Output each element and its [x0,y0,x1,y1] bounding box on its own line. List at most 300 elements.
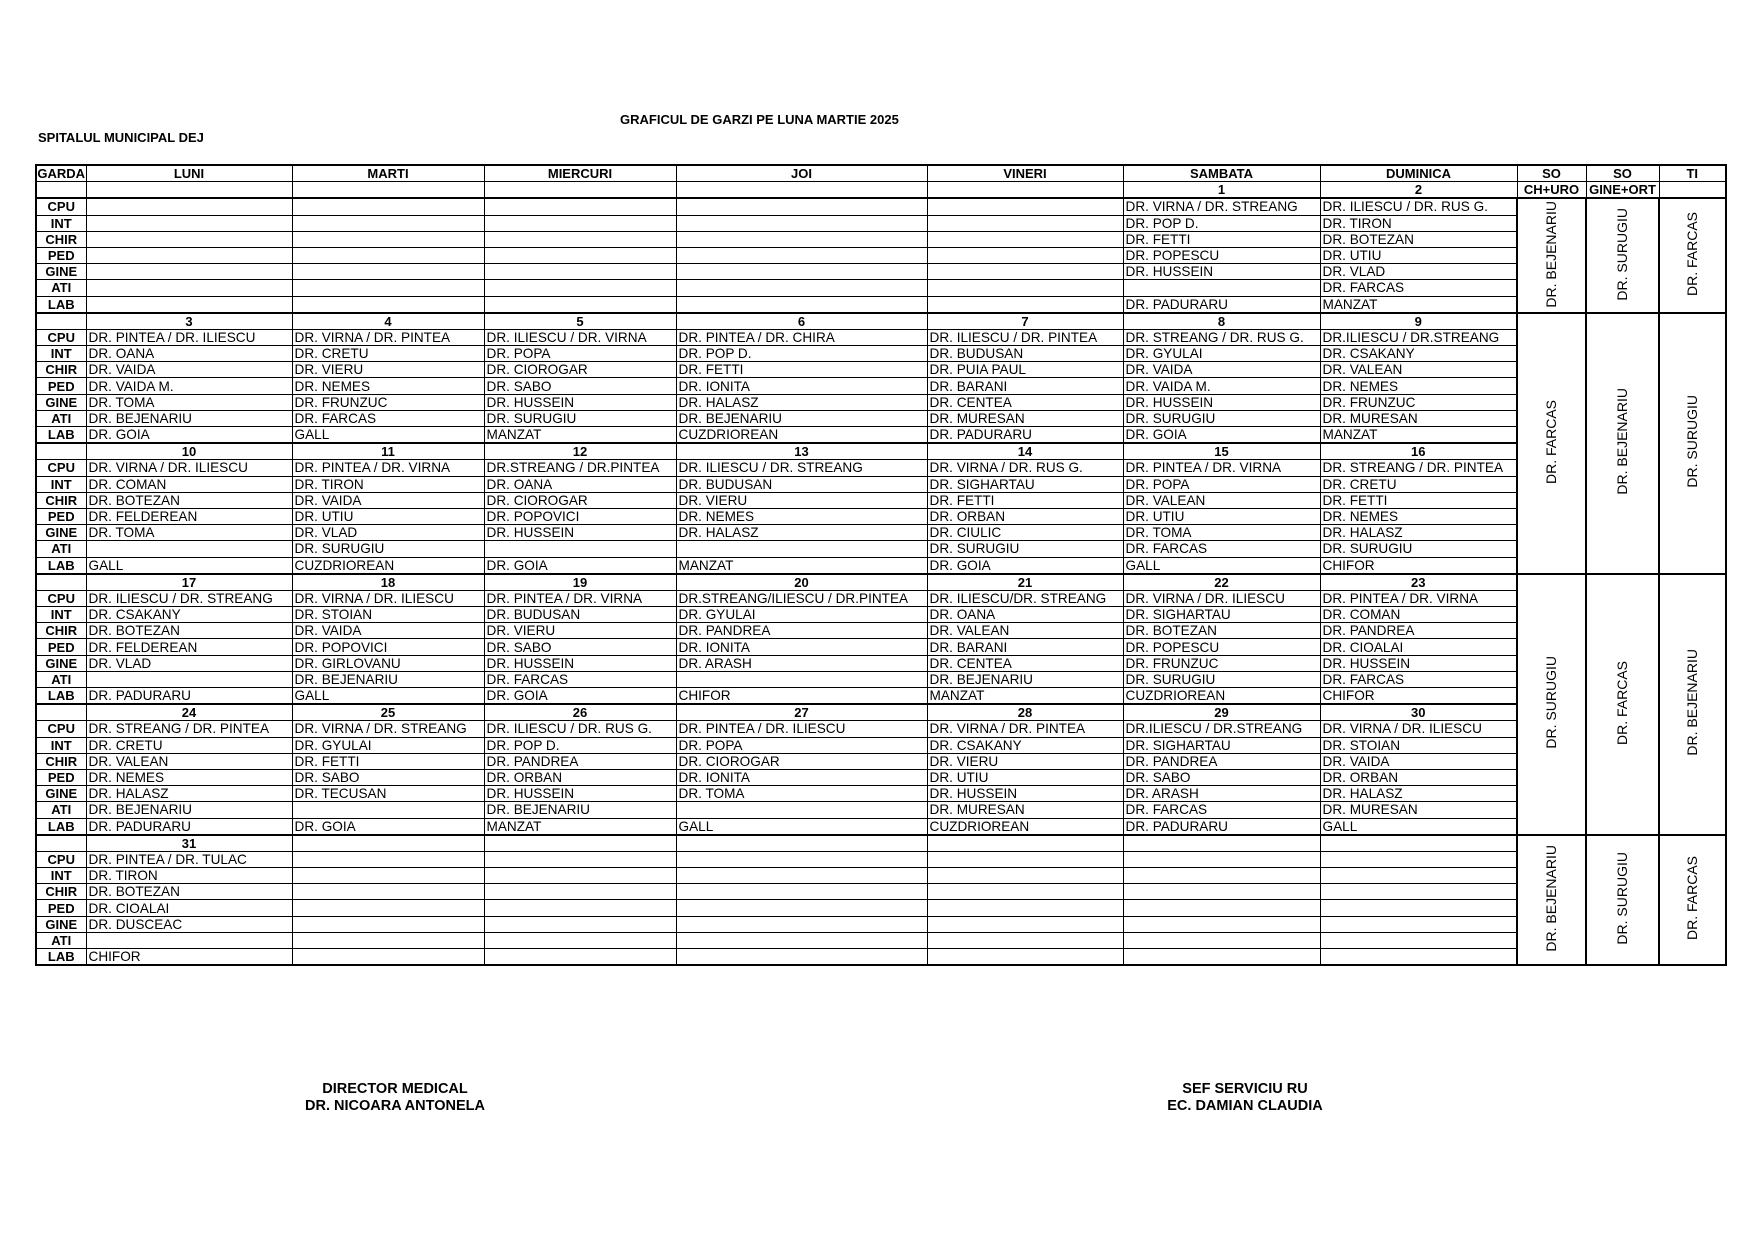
row-label: CHIR [36,623,86,639]
duty-cell: DR. PADURARU [927,427,1123,444]
duty-cell: DR. PINTEA / DR. VIRNA [1320,590,1517,606]
duty-cell: DR. CIOROGAR [676,753,927,769]
duty-cell: DR. VIRNA / DR. RUS G. [927,460,1123,476]
day-number: 9 [1320,313,1517,330]
duty-row [36,607,1726,623]
duty-cell [927,900,1123,916]
row-label: PED [36,769,86,785]
duty-cell: DR. HALASZ [1320,786,1517,802]
duty-cell: DR. CRETU [1320,476,1517,492]
duty-cell: CUZDRIOREAN [927,818,1123,835]
duty-cell: DR. UTIU [1123,508,1320,524]
day-number: 15 [1123,443,1320,460]
duty-cell [676,296,927,313]
duty-cell: DR. SURUGIU [1320,541,1517,557]
duty-cell [676,851,927,867]
duty-cell [292,916,484,932]
row-label: ATI [36,410,86,426]
duty-row [36,394,1726,410]
row-label: CPU [36,721,86,737]
duty-cell: DR. SIGHARTAU [1123,737,1320,753]
duty-cell: DR. POPOVICI [484,508,676,524]
duty-cell [676,802,927,818]
row-label: GINE [36,786,86,802]
duty-row [36,818,1726,835]
duty-row [36,215,1726,231]
duty-row [36,247,1726,263]
duty-cell: DR. POPESCU [1123,639,1320,655]
day-number: 1 [1123,182,1320,199]
duty-cell: DR.STREANG/ILIESCU / DR.PINTEA [676,590,927,606]
duty-cell: DR. PADURARU [86,688,292,705]
duty-cell: DR. GOIA [484,557,676,574]
duty-row [36,410,1726,426]
duty-cell: DR. FETTI [927,492,1123,508]
day-number: 10 [86,443,292,460]
duty-cell: DR. TIRON [292,476,484,492]
duty-row [36,492,1726,508]
duty-cell: DR. IONITA [676,378,927,394]
row-label: CHIR [36,231,86,247]
row-label: LAB [36,557,86,574]
duty-cell [86,215,292,231]
day-number: 5 [484,313,676,330]
duty-cell [927,198,1123,215]
duty-cell [676,215,927,231]
day-number: 21 [927,574,1123,591]
duty-row [36,932,1726,948]
duty-cell: DR. HUSSEIN [1123,264,1320,280]
duty-cell: GALL [1320,818,1517,835]
duty-cell: DR. VLAD [86,655,292,671]
row-label: LAB [36,818,86,835]
duty-cell: DR. BEJENARIU [676,410,927,426]
day-number-spacer [36,704,86,721]
duty-cell [1320,884,1517,900]
day-number [484,835,676,852]
day-number [1320,835,1517,852]
day-number: 26 [484,704,676,721]
duty-cell: DR. OANA [927,607,1123,623]
duty-cell [1123,884,1320,900]
duty-cell: DR. VAIDA [292,492,484,508]
row-label: INT [36,737,86,753]
duty-cell [292,231,484,247]
duty-cell: DR. FARCAS [1123,541,1320,557]
duty-cell [676,671,927,687]
day-number: 8 [1123,313,1320,330]
duty-cell [484,198,676,215]
signature-director [260,1081,530,1115]
duty-cell: DR. ORBAN [484,769,676,785]
duty-row [36,916,1726,932]
row-label: CPU [36,590,86,606]
duty-cell [927,949,1123,966]
duty-cell [676,264,927,280]
duty-cell [1123,280,1320,296]
duty-cell [292,851,484,867]
header-garda: GARDA [37,166,86,182]
day-number [927,835,1123,852]
duty-cell: DR. HALASZ [86,786,292,802]
duty-cell: DR. FETTI [1123,231,1320,247]
duty-cell: DR. PADURARU [86,818,292,835]
duty-cell: DR. SURUGIU [484,410,676,426]
duty-cell: DR. SIGHARTAU [1123,607,1320,623]
duty-row [36,296,1726,313]
row-label: INT [36,215,86,231]
duty-cell: DR. HUSSEIN [484,394,676,410]
duty-cell: DR. VLAD [1320,264,1517,280]
duty-cell: GALL [292,688,484,705]
duty-cell: DR. HALASZ [676,394,927,410]
duty-cell [1123,949,1320,966]
duty-cell [1320,932,1517,948]
director-role: DIRECTOR MEDICAL [322,1081,468,1097]
duty-cell [292,884,484,900]
header-row [36,165,1726,182]
duty-cell: DR. BOTEZAN [86,884,292,900]
duty-cell: DR. CIOALAI [1320,639,1517,655]
duty-row [36,900,1726,916]
duty-cell: DR. ILIESCU / DR. RUS G. [1320,198,1517,215]
duty-cell: CHIFOR [1320,688,1517,705]
header-oncall: SO [1586,165,1659,182]
duty-cell: DR. FETTI [676,362,927,378]
duty-cell: DR. CIOROGAR [484,362,676,378]
oncall-cell [1659,313,1726,574]
duty-cell: DR. NEMES [676,508,927,524]
duty-cell [484,280,676,296]
duty-cell: DR. TOMA [86,525,292,541]
day-number-spacer [36,574,86,591]
duty-cell [676,247,927,263]
duty-cell: GALL [292,427,484,444]
duty-cell [484,215,676,231]
duty-cell: DR. GYULAI [676,607,927,623]
duty-cell: DR. PADURARU [1123,818,1320,835]
duty-cell: DR. VAIDA [86,362,292,378]
duty-cell [484,932,676,948]
day-number: 13 [676,443,927,460]
duty-cell: GALL [1123,557,1320,574]
duty-cell [676,280,927,296]
day-number: 22 [1123,574,1320,591]
duty-cell: DR.ILIESCU / DR.STREANG [1123,721,1320,737]
oncall-doctor: DR. BEJENARIU [1614,388,1630,495]
duty-cell [86,231,292,247]
duty-row [36,737,1726,753]
duty-cell [86,198,292,215]
row-label: LAB [36,427,86,444]
duty-cell: DR. BUDUSAN [927,346,1123,362]
row-label: GINE [36,394,86,410]
duty-cell: DR. CENTEA [927,655,1123,671]
duty-cell: DR. MURESAN [1320,410,1517,426]
oncall-doctor: DR. BEJENARIU [1543,200,1559,308]
duty-cell [484,247,676,263]
duty-cell: DR. POPA [484,346,676,362]
duty-cell: DR. GOIA [484,688,676,705]
day-number: 16 [1320,443,1517,460]
duty-cell: DR. HALASZ [676,525,927,541]
duty-cell: DR. ARASH [676,655,927,671]
duty-cell [484,916,676,932]
oncall-cell [1659,835,1726,966]
header-oncall: TI [1659,165,1726,182]
day-number: 29 [1123,704,1320,721]
duty-cell: MANZAT [1320,296,1517,313]
duty-cell [86,932,292,948]
duty-cell: DR. POP D. [1123,215,1320,231]
row-label: CPU [36,198,86,215]
day-number-spacer [36,835,86,852]
duty-cell: DR. DUSCEAC [86,916,292,932]
duty-cell: MANZAT [484,818,676,835]
day-number-row [36,313,1726,330]
duty-cell: DR. ILIESCU/DR. STREANG [927,590,1123,606]
duty-cell: DR. VIRNA / DR. STREANG [292,721,484,737]
duty-cell: DR. BEJENARIU [86,802,292,818]
row-label: LAB [36,688,86,705]
row-label: CPU [36,329,86,345]
row-label: PED [36,247,86,263]
row-label: INT [36,346,86,362]
duty-cell [676,949,927,966]
duty-cell: DR. TOMA [86,394,292,410]
duty-cell: DR. CIOALAI [86,900,292,916]
duty-cell [676,541,927,557]
duty-cell [927,296,1123,313]
duty-cell [927,916,1123,932]
day-number-spacer [36,182,86,199]
duty-cell: DR. FARCAS [1123,802,1320,818]
duty-row [36,721,1726,737]
duty-cell: DR. ARASH [1123,786,1320,802]
row-label: PED [36,639,86,655]
duty-row [36,198,1726,215]
day-number [1123,835,1320,852]
duty-cell: DR. BEJENARIU [927,671,1123,687]
duty-cell: MANZAT [484,427,676,444]
duty-cell [676,231,927,247]
duty-cell: DR. VALEAN [86,753,292,769]
oncall-cell [1586,574,1659,835]
duty-cell: DR. VAIDA M. [1123,378,1320,394]
duty-row [36,753,1726,769]
duty-cell [927,851,1123,867]
day-number: 31 [86,835,292,852]
header-oncall-sub [1659,182,1726,199]
duty-row [36,541,1726,557]
duty-cell: DR. NEMES [1320,508,1517,524]
duty-cell: DR. VAIDA [292,623,484,639]
duty-cell: DR. BUDUSAN [676,476,927,492]
row-label: GINE [36,525,86,541]
duty-cell [484,868,676,884]
duty-cell: DR. VIERU [676,492,927,508]
duty-cell: CUZDRIOREAN [676,427,927,444]
duty-row [36,346,1726,362]
duty-cell [1320,851,1517,867]
duty-cell [927,264,1123,280]
duty-cell: DR. FARCAS [1320,671,1517,687]
header-day: LUNI [86,165,292,182]
hr-name: EC. DAMIAN CLAUDIA [1167,1098,1323,1114]
row-label: ATI [36,671,86,687]
duty-cell: DR. ILIESCU / DR. STREANG [86,590,292,606]
duty-cell [292,198,484,215]
duty-cell: DR. VIERU [292,362,484,378]
row-label: GINE [36,264,86,280]
oncall-doctor: DR. FARCAS [1684,212,1700,297]
duty-cell: CHIFOR [1320,557,1517,574]
duty-cell: DR. HUSSEIN [1320,655,1517,671]
header-day: SAMBATA [1123,165,1320,182]
day-number: 27 [676,704,927,721]
duty-cell [676,198,927,215]
duty-cell: DR. SURUGIU [292,541,484,557]
day-number [292,182,484,199]
day-number: 7 [927,313,1123,330]
duty-cell [1123,932,1320,948]
day-number: 17 [86,574,292,591]
duty-row [36,427,1726,444]
duty-cell: DR. IONITA [676,769,927,785]
duty-cell: DR. PINTEA / DR. ILIESCU [86,329,292,345]
duty-cell: DR. UTIU [927,769,1123,785]
duty-cell: DR. HUSSEIN [927,786,1123,802]
duty-cell: DR. POP D. [484,737,676,753]
header-oncall-sub: GINE+ORT [1586,182,1659,199]
duty-cell: DR. GIRLOVANU [292,655,484,671]
row-label: CPU [36,851,86,867]
duty-cell [1320,868,1517,884]
duty-cell: DR. VAIDA [1320,753,1517,769]
duty-cell: DR. FRUNZUC [292,394,484,410]
duty-cell: CHIFOR [676,688,927,705]
duty-cell: MANZAT [1320,427,1517,444]
duty-cell [86,264,292,280]
oncall-doctor: DR. FARCAS [1684,856,1700,941]
duty-row [36,378,1726,394]
duty-cell: DR. ILIESCU / DR. VIRNA [484,329,676,345]
duty-cell: DR. TIRON [1320,215,1517,231]
duty-row [36,460,1726,476]
duty-row [36,851,1726,867]
header-day: MARTI [292,165,484,182]
signature-hr [1110,1081,1380,1115]
duty-cell [927,932,1123,948]
duty-cell: DR. PINTEA / DR. CHIRA [676,329,927,345]
duty-row [36,671,1726,687]
duty-cell [86,541,292,557]
duty-cell: DR. GOIA [1123,427,1320,444]
row-label: CHIR [36,492,86,508]
duty-cell: DR. VIERU [484,623,676,639]
schedule-table [35,164,1727,966]
duty-cell [86,247,292,263]
duty-cell: DR. VIRNA / DR. PINTEA [292,329,484,345]
duty-cell [484,264,676,280]
duty-cell [292,264,484,280]
duty-cell [484,851,676,867]
duty-cell [86,296,292,313]
duty-cell: DR. VAIDA [1123,362,1320,378]
day-number-spacer [36,313,86,330]
duty-cell: DR. FARCAS [292,410,484,426]
duty-cell: DR. PINTEA / DR. VIRNA [292,460,484,476]
oncall-doctor: DR. SURUGIU [1614,207,1630,301]
duty-cell: DR. STREANG / DR. PINTEA [86,721,292,737]
day-number [484,182,676,199]
duty-cell: MANZAT [676,557,927,574]
duty-cell: DR. PINTEA / DR. ILIESCU [676,721,927,737]
row-label: INT [36,868,86,884]
duty-cell [676,900,927,916]
duty-cell: DR. PINTEA / DR. VIRNA [1123,460,1320,476]
oncall-cell [1659,198,1726,312]
header-day: MIERCURI [484,165,676,182]
duty-cell: CUZDRIOREAN [1123,688,1320,705]
duty-cell: DR. FARCAS [1320,280,1517,296]
duty-cell: DR. CSAKANY [927,737,1123,753]
duty-cell: DR. VIERU [927,753,1123,769]
duty-row [36,688,1726,705]
duty-cell: DR. GOIA [927,557,1123,574]
oncall-cell [1517,198,1586,312]
duty-cell: DR. PANDREA [676,623,927,639]
header-day: VINERI [927,165,1123,182]
duty-cell [676,884,927,900]
duty-cell [927,884,1123,900]
day-number: 28 [927,704,1123,721]
duty-cell: DR. GOIA [86,427,292,444]
duty-row [36,557,1726,574]
duty-cell: DR. ILIESCU / DR. RUS G. [484,721,676,737]
row-label: LAB [36,296,86,313]
duty-cell: DR. OANA [86,346,292,362]
duty-cell: DR. UTIU [1320,247,1517,263]
duty-cell [292,932,484,948]
duty-row [36,623,1726,639]
duty-cell: DR. TECUSAN [292,786,484,802]
duty-cell: DR. BUDUSAN [484,607,676,623]
row-label: CHIR [36,362,86,378]
duty-cell: DR. STREANG / DR. PINTEA [1320,460,1517,476]
duty-cell: DR. VIRNA / DR. ILIESCU [292,590,484,606]
duty-cell [484,884,676,900]
duty-cell [676,916,927,932]
day-number: 3 [86,313,292,330]
row-label: ATI [36,280,86,296]
duty-cell: DR. FELDEREAN [86,639,292,655]
duty-cell [1320,916,1517,932]
duty-cell [86,671,292,687]
duty-cell: DR. VAIDA M. [86,378,292,394]
duty-cell [292,280,484,296]
day-number: 25 [292,704,484,721]
day-number [86,182,292,199]
duty-cell [1123,900,1320,916]
duty-cell: DR. STOIAN [292,607,484,623]
day-number-row [36,704,1726,721]
day-number [676,835,927,852]
duty-cell [484,900,676,916]
duty-cell: DR. CRETU [86,737,292,753]
duty-cell: DR. GYULAI [1123,346,1320,362]
row-label: PED [36,900,86,916]
